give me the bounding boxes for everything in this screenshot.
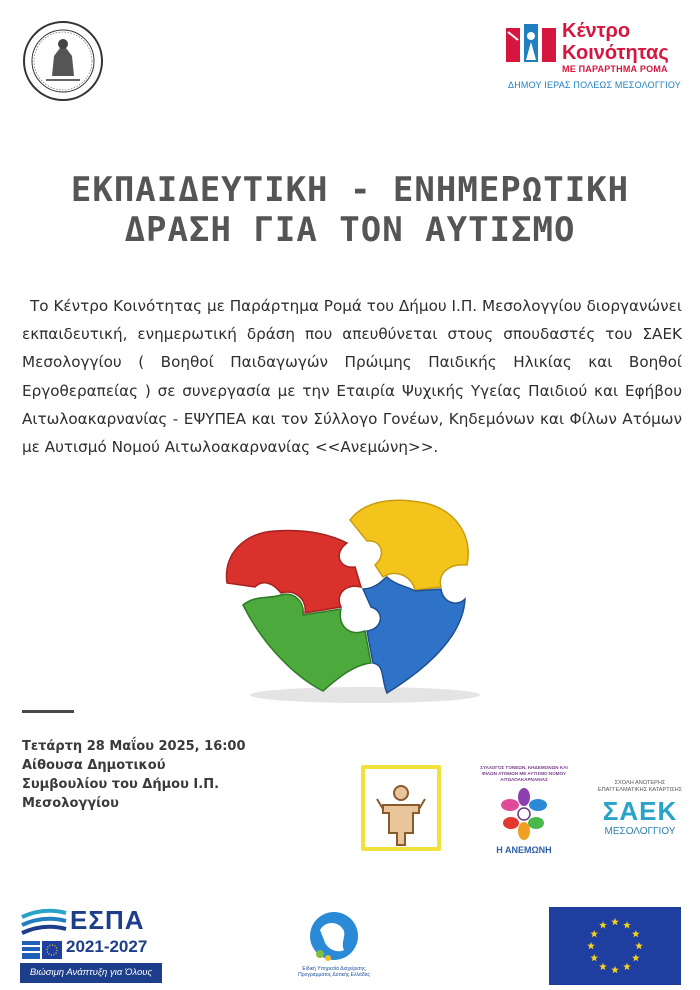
municipal-seal-logo [22,20,104,102]
page-title [30,170,670,250]
eu-flag [549,907,681,985]
kentro-municipality: ΔΗΜΟΥ ΙΕΡΑΣ ΠΟΛΕΩΣ ΜΕΣΟΛΟΓΓΙΟΥ [508,80,681,90]
section-divider [22,710,74,713]
event-venue: Αίθουσα Δημοτικού Συμβουλίου του Δήμου Ι.Π. Μεσολογγίου [22,758,220,811]
eu-greece-flags-icon [22,941,62,959]
espa-years: 2021-2027 [66,937,148,956]
managing-authority-text: Ειδική Υπηρεσία Διαχείρισης Προγράμματος Δυτικής Ελλάδας [298,966,370,978]
anemoni-logo [478,765,570,865]
puzzle-heart-illustration [215,495,490,705]
managing-authority-logo [296,910,372,988]
kentro-title [562,20,669,64]
community-center-icon [504,20,560,64]
espa-slogan: Βιώσιμη Ανάπτυξη για Όλους [20,963,162,983]
event-date-time: Τετάρτη 28 Μαΐου 2025, 16:00 [22,739,246,754]
saek-city: ΜΕΣΟΛΟΓΓΙΟΥ [604,826,676,837]
espa-logo [20,903,162,983]
saek-acronym: ΣΑΕΚ [602,796,678,826]
kentro-koinotitas-logo [500,18,680,96]
anemone-flower-icon [500,787,548,841]
page-title-line1: ΕΚΠΑΙΔΕΥΤΙΚΗ - ΕΝΗΜΕΡΩΤΙΚΗ [70,170,630,210]
anemoni-org-name: ΣΥΛΛΟΓΟΣ ΓΟΝΕΩΝ, ΚΗΔΕΜΟΝΩΝ ΚΑΙ ΦΙΛΩΝ ΑΤΟΜΩΝ ΜΕ ΑΥΤΙΣΜΟ ΝΟΜΟΥ ΑΙΤΩΛΟΑΚΑΡΝΑΝΙΑΣ [480,765,568,782]
kentro-subtitle: ΜΕ ΠΑΡΑΡΤΗΜΑ ΡΟΜΑ [562,64,668,74]
page-title-line2: ΔΡΑΣΗ ΓΙΑ ΤΟΝ ΑΥΤΙΣΜΟ [124,210,576,250]
kentro-title-line2: Κοινότητας [562,42,669,64]
saek-school-name: ΣΧΟΛΗ ΑΝΩΤΕΡΗΣ ΕΠΑΓΓΕΛΜΑΤΙΚΗΣ ΚΑΤΑΡΤΙΣΗΣ [597,780,683,793]
kentro-title-line1: Κέντρο [562,20,631,42]
espa-word: ΕΣΠΑ [70,905,145,935]
saek-logo [592,780,688,850]
anemoni-name: Η ΑΝΕΜΩΝΗ [496,845,552,855]
espa-stripes-icon [20,907,68,943]
globe-map-icon [308,910,360,964]
event-info [22,737,252,813]
epsypea-logo [357,763,445,861]
announcement-paragraph: Το Κέντρο Κοινότητας με Παράρτημα Ρομά του Δήμου Ι.Π. Μεσολογγίου διοργανώνει εκπαιδευτική, ενημερωτική δράση που απευθύνεται στους σπουδαστές του ΣΑΕΚ Μεσολογγίου ( Βοηθοί Παιδαγωγών Πρώιμης Παιδικής Ηλικίας και Βοηθοί Εργοθεραπείας ) σε συνεργασία με την Εταιρία Ψυχικής Υγείας Παιδιού και Εφήβου Αιτωλοακαρνανίας - ΕΨΥΠΕΑ και τον Σύλλογο Γονέων, Κηδεμόνων και Φίλων Ατόμων με Αυτισμό Νομού Αιτωλοακαρνανίας <<Ανεμώνη>>. [22,297,682,457]
